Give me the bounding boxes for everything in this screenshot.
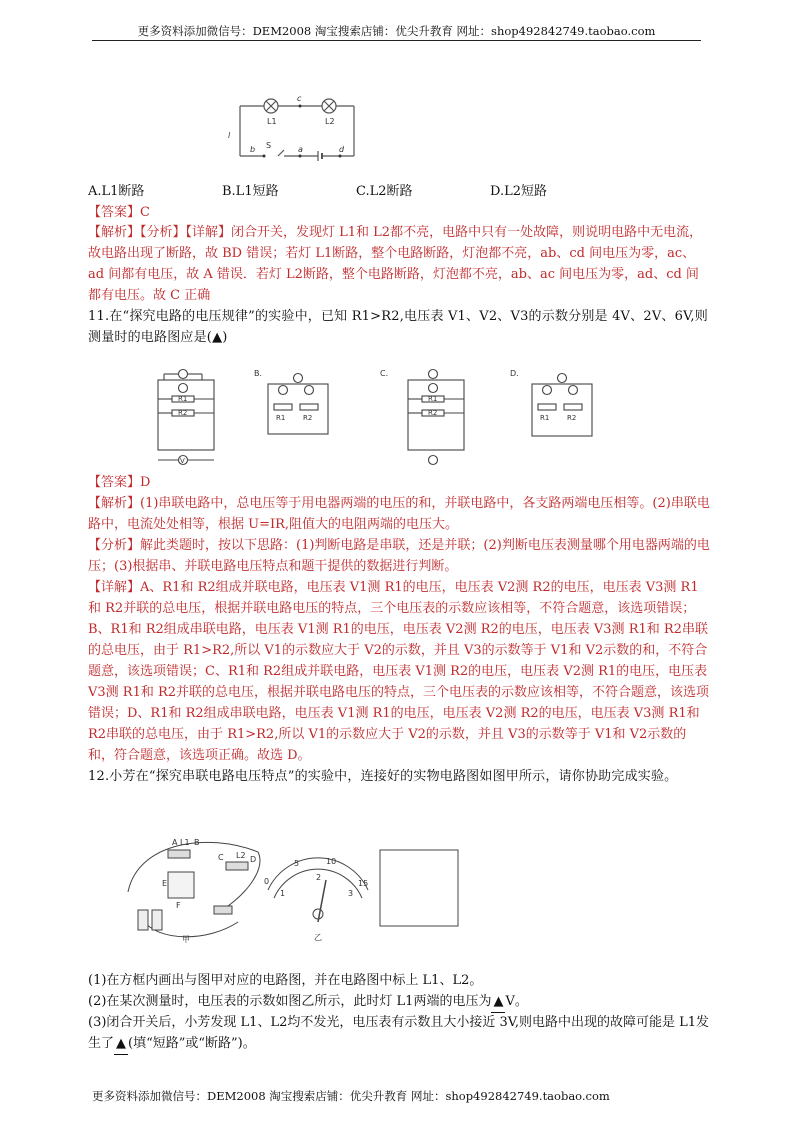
q10-label-b: b [250,145,256,154]
q12-scale-15: 15 [358,879,369,888]
q12-stem: 12.小芳在“探究串联电路电压特点”的实验中，连接好的实物电路图如图甲所示，请你协助完成实验。 [88,769,678,784]
q10-label-l: l [228,131,231,140]
q10-option-b: B.L1短路 [222,184,279,199]
q12-scale-1: 1 [280,889,286,898]
q12-label-c: C [218,853,224,862]
q12-scale-0: 0 [264,877,270,886]
q10-option-d: D.L2短路 [490,184,547,199]
q12-label-jia: 甲 [182,935,190,944]
q11-d-label-r1: R1 [540,414,550,422]
q10-label-l1: L1 [267,117,277,126]
q12-label-e: E [162,879,168,888]
q10-options [88,181,710,202]
q12-scale-5: 5 [294,859,300,868]
q12-label-yi: 乙 [314,933,322,942]
q10-circuit-figure [222,92,362,164]
q12-label-a: A [172,838,178,847]
q11-answer: 【答案】D [88,475,151,490]
q10-option-c: C.L2断路 [356,184,413,199]
q11-option-c-label: C． [380,369,394,378]
q12-label-l1: L1 [180,838,190,847]
q12-figures [118,832,468,950]
q11-a-label-v: V [180,457,185,465]
q11-analysis-2: 【分析】解此类题时，按以下思路：(1)判断电路是串联，还是并联；(2)判断电压表测量哪个用电器两端的电压；(3)根据串、并联电路电压特点和题干提供的数据进行判断。 [88,538,710,574]
q11-options-figure [150,362,620,468]
page-footer: 更多资料添加微信号：DEM2008 淘宝搜索店铺：优尖升教育 网址：shop492842749.taobao.com [92,1089,610,1103]
q12-sub3-blank: ▲ [114,1033,128,1055]
q11-a-label-r1: R1 [178,395,188,403]
q12-label-f: F [176,901,181,910]
q11-option-b-label: B． [254,369,268,378]
q11-stem: 11.在“探究电路的电压规律”的实验中，已知 R1>R2,电压表 V1、V2、V3的示数分别是 4V、2V、6V,则测量时的电路图应是(▲) [88,309,708,345]
q10-option-a: A.L1断路 [88,184,145,199]
q11-detail: 【详解】A、R1和 R2组成并联电路，电压表 V1测 R1的电压，电压表 V2测 R2的电压，电压表 V3测 R1和 R2并联的总电压，根据并联电路电压的特点，三个电压表的示数应该相等，不符合题意，该选项错误；B、R1和 R2组成串联电路，电压表 V1测 R1的电压，电压表 V2测 R2的电压，电压表 V3测 R1和 R2串联的总电压，由于 R1>R2,所以 V1的示数应大于 V2的示数，并且 V3的示数等于 V1和 V2示数的和，不符合题意，该选项错误；C、R1和 R2组成并联电路，电压表 V1测 R2的电压，电压表 V2测 R1的电压，电压表 V3测 R1和 R2并联的总电压，根据并联电路电压的特点，三个电压表的示数应该相等，不符合题意，该选项错误；D、R1和 R2组成串联电路，电压表 V1测 R1的电压，电压表 V2测 R2的电压，电压表 V3测 R1和 R2串联的总电压，由于 R1>R2,所以 V1的示数应大于 V2的示数，并且 V3的示数等于 V1和 V2示数的和，符合题意，该选项正确。故选 D。 [88,580,710,763]
q12-label-b: B [194,838,200,847]
q11-b-label-r2: R2 [303,414,313,422]
q10-label-c: c [297,94,302,103]
q11-a-label-r2: R2 [178,409,188,417]
q12-sub1: (1)在方框内画出与图甲对应的电路图，并在电路图中标上 L1、L2。 [88,973,483,988]
q11-option-d-label: D． [510,369,525,378]
q11-c-label-r2: R2 [428,409,438,417]
q10-label-a: a [298,145,303,154]
q11-b-label-r1: R1 [276,414,286,422]
q12-scale-3: 3 [348,889,354,898]
q12-sub2-text: (2)在某次测量时，电压表的示数如图乙所示，此时灯 L1两端的电压为 [88,994,492,1009]
q12-scale-2: 2 [316,873,322,882]
q11-analysis-1: 【解析】(1)串联电路中，总电压等于用电器两端的电压的和，并联电路中，各支路两端电压相等。(2)串联电路中，电流处处相等，根据 U=IR,阻值大的电阻两端的电压大。 [88,496,710,532]
q12-scale-10: 10 [326,857,337,866]
q12-sub2 [88,991,710,1013]
q12-sub3-hint: (填“短路”或“断路”)。 [128,1036,256,1051]
q12-sub3 [88,1012,710,1055]
q12-label-l2: L2 [236,851,246,860]
q11-d-label-r2: R2 [567,414,577,422]
q12-sub2-blank: ▲ [491,991,505,1013]
q10-label-l2: L2 [325,117,335,126]
page-header: 更多资料添加微信号：DEM2008 淘宝搜索店铺：优尖升教育 网址：shop492842749.taobao.com [137,24,656,38]
header-divider [92,40,701,41]
q10-answer: 【答案】C [88,205,150,220]
q10-label-s: S [266,141,272,150]
q12-sub2-unit: V。 [505,994,528,1009]
q10-label-d: d [339,145,345,154]
q10-analysis: 【解析】【分析】【详解】闭合开关，发现灯 L1和 L2都不亮，电路中只有一处故障，则说明电路中无电流，故电路出现了断路，故 BD 错误；若灯 L1断路，整个电路断路，灯泡都不亮，ab、cd 间电压为零，ac、ad 间都有电压，故 A 错误．若灯 L2断路，整个电路断路，灯泡都不亮，ab、ac 间电压为零，ad、cd 间都有电压。故 C 正确 [88,225,703,303]
q12-sub3-text: (3)闭合开关后，小芳发现 L1、L2均不发光，电压表有示数且大小接近 3V,则电路中出现的故障可能是 L1发生了 [88,1015,710,1051]
q11-c-label-r1: R1 [428,395,438,403]
q12-label-d: D [250,855,257,864]
